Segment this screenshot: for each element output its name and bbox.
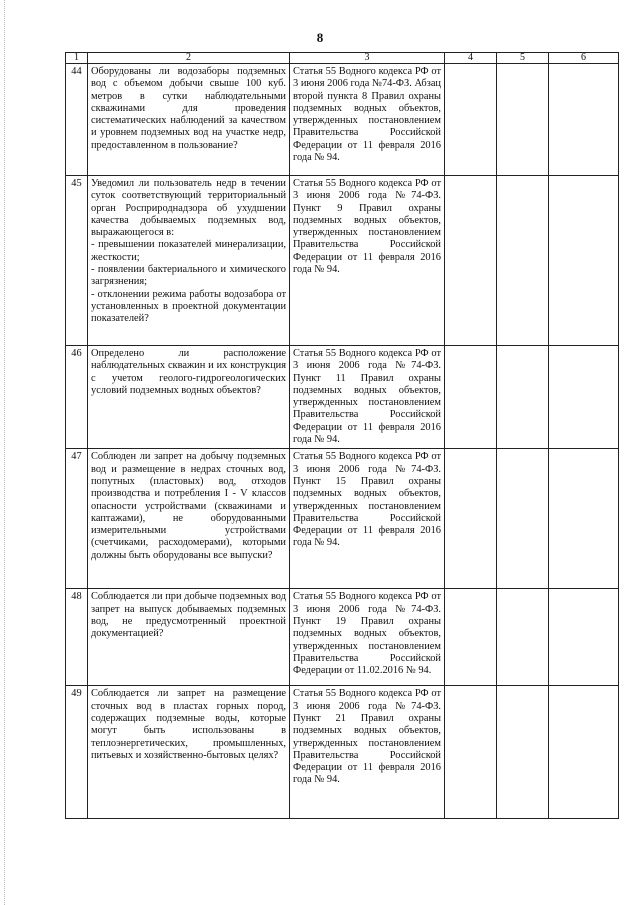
answer-cell-col6[interactable] xyxy=(549,176,619,346)
page-edge-line xyxy=(4,0,5,905)
answer-cell-col4[interactable] xyxy=(445,64,497,176)
legal-reference: Статья 55 Водного кодекса РФ от 3 июня 2006 года №74-ФЗ. Пункт 21 Правил охраны подземных водных объектов, утвержденных постановлением Правительства Российской Федерации от 11 февраля 2016 года № 94. xyxy=(290,686,445,819)
answer-cell-col5[interactable] xyxy=(497,176,549,346)
answer-cell-col4[interactable] xyxy=(445,686,497,819)
table-row xyxy=(66,686,619,819)
column-header-5: 5 xyxy=(497,53,549,64)
column-header-4: 4 xyxy=(445,53,497,64)
legal-reference: Статья 55 Водного кодекса РФ от 3 июня 2006 года №74-ФЗ. Пункт 11 Правил охраны подземных водных объектов, утвержденных постановлением Правительства Российской Федерации от 11 февраля 2016 года № 94. xyxy=(290,346,445,449)
row-number: 49 xyxy=(66,686,88,819)
answer-cell-col5[interactable] xyxy=(497,589,549,686)
page-number: 8 xyxy=(316,30,324,45)
column-header-1: 1 xyxy=(66,53,88,64)
table-row xyxy=(66,176,619,346)
row-number: 44 xyxy=(66,64,88,176)
answer-cell-col6[interactable] xyxy=(549,449,619,589)
column-header-2: 2 xyxy=(88,53,290,64)
row-number: 47 xyxy=(66,449,88,589)
column-header-3: 3 xyxy=(290,53,445,64)
answer-cell-col6[interactable] xyxy=(549,346,619,449)
column-header-6: 6 xyxy=(549,53,619,64)
requirement-question: Соблюдается ли при добыче подземных вод запрет на выпуск добываемых подземных вод, не предусмотренный проектной документацией? xyxy=(88,589,290,686)
answer-cell-col4[interactable] xyxy=(445,346,497,449)
table-header-row xyxy=(66,53,619,64)
legal-reference: Статья 55 Водного кодекса РФ от 3 июня 2006 года №74-ФЗ. Пункт 9 Правил охраны подземных водных объектов, утвержденных постановлением Правительства Российской Федерации от 11 февраля 2016 года № 94. xyxy=(290,176,445,346)
answer-cell-col5[interactable] xyxy=(497,686,549,819)
answer-cell-col5[interactable] xyxy=(497,346,549,449)
answer-cell-col5[interactable] xyxy=(497,449,549,589)
requirement-question: Определено ли расположение наблюдательных скважин и их конструкция с учетом геолого-гидрогеологических условий подземных водных объектов? xyxy=(88,346,290,449)
table-row xyxy=(66,589,619,686)
answer-cell-col4[interactable] xyxy=(445,449,497,589)
row-number: 48 xyxy=(66,589,88,686)
table-row xyxy=(66,449,619,589)
answer-cell-col5[interactable] xyxy=(497,64,549,176)
requirement-question: Оборудованы ли водозаборы подземных вод с объемом добычи свыше 100 куб. метров в сутки наблюдательными скважинами для проведения систематических наблюдений за качеством и уровнем подземных вод на участке недр, предоставленном в пользование? xyxy=(88,64,290,176)
row-number: 45 xyxy=(66,176,88,346)
table-row xyxy=(66,64,619,176)
answer-cell-col6[interactable] xyxy=(549,686,619,819)
legal-reference: Статья 55 Водного кодекса РФ от 3 июня 2006 года №74-ФЗ. Пункт 19 Правил охраны подземных водных объектов, утвержденных постановлением Правительства Российской Федерации от 11.02.2016 № 94. xyxy=(290,589,445,686)
answer-cell-col6[interactable] xyxy=(549,589,619,686)
answer-cell-col6[interactable] xyxy=(549,64,619,176)
row-number: 46 xyxy=(66,346,88,449)
requirements-table xyxy=(65,52,619,819)
answer-cell-col4[interactable] xyxy=(445,589,497,686)
legal-reference: Статья 55 Водного кодекса РФ от 3 июня 2006 года №74-ФЗ. Абзац второй пункта 8 Правил охраны подземных водных объектов, утвержденных постановлением Правительства Российской Федерации от 11 февраля 2016 года № 94. xyxy=(290,64,445,176)
table-row xyxy=(66,346,619,449)
requirement-question: Соблюдается ли запрет на размещение сточных вод в пластах горных пород, содержащих подземные воды, которые могут быть использованы в теплоэнергетических, промышленных, питьевых и хозяйственно-бытовых целях? xyxy=(88,686,290,819)
legal-reference: Статья 55 Водного кодекса РФ от 3 июня 2006 года №74-ФЗ. Пункт 15 Правил охраны подземных водных объектов, утвержденных постановлением Правительства Российской Федерации от 11 февраля 2016 года № 94. xyxy=(290,449,445,589)
requirement-question: Соблюден ли запрет на добычу подземных вод и размещение в недрах сточных вод, попутных (пластовых) вод, отходов производства и потребления I - V классов опасности устройствами (скважинами и каптажами), не оборудованными измерительными устройствами (счетчиками, расходомерами), которыми должны быть оборудованы все выпуски? xyxy=(88,449,290,589)
answer-cell-col4[interactable] xyxy=(445,176,497,346)
requirement-question: Уведомил ли пользователь недр в течении суток соответствующий территориальный орган Росприроднадзора об ухудшении качества добываемых подземных вод, выражающегося в: - превышении показателей минерализации, жесткости; - появлении бактериального и химического загрязнения; - отклонении режима работы водозабора от установленных в проектной документации показателей? xyxy=(88,176,290,346)
